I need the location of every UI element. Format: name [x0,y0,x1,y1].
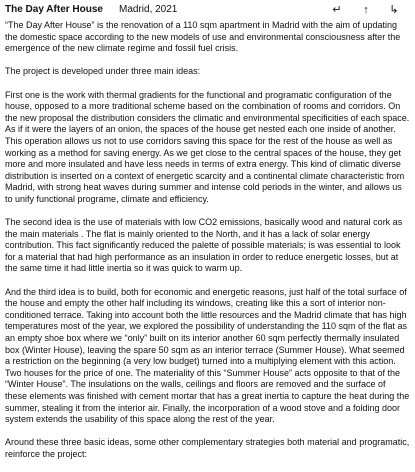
article-body [5,20,410,472]
paragraph-ideas-lead: The project is developed under three main ideas: [5,66,201,77]
paragraph-idea-two: The second idea is the use of materials with low CO2 emissions, basically wood and natural cork as the main materials . The flat is mainly oriented to the North, and it has a lack of solar energy contribution. This fact significantly reduced the palette of possible materials; is was essential to look for a material that had high performance as an insulation in order to reduce energetic losses, but at the same time it had little inertia so it was quick to warm up. [5,217,403,274]
paragraph-complementary: Around these three basic ideas, some other complementary strategies both material and programatic, reinforce the project: [5,437,410,459]
arrow-up-icon[interactable]: ↑ [363,4,369,16]
page-title: The Day After House [5,4,103,15]
return-icon[interactable]: ↵ [332,4,342,16]
location-year: Madrid, 2021 [119,4,178,15]
arrow-down-icon[interactable]: ↳ [389,4,399,16]
paragraph-idea-one: First one is the work with thermal gradients for the functional and programatic configuration of the house, opposed to a more traditional scheme based on the combination of rooms and corridors. On the new proposal the distribution considers the climatic and environmental specificities of each space. As if it were the layers of an onion, the spaces of the house get nested each one inside of another. This operation allows us not to use corridors saving this space for the rest of the house as well as working as a method for saving energy. As we get close to the central spaces of the house, they get more and more insulated and have less needs in terms of extra energy. This kind of climatic diverse distribution is inserted on a context of energetic scarcity and a continental climate characteristic from Madrid, with strong heat waves during summer and intense cold periods in the winter, and allows us to unify functional programe, climate and efficiency. [5,89,410,204]
paragraph-idea-three: And the third idea is to build, both for economic and energetic reasons, just half of the total surface of the house and empty the other half including its windows, creating like this a sort of interior non-conditioned terrace. Taking into account both the little resources and the Madrid climate that has high temperatures most of the year, we explored the possibility of understanding the 110 sqm of the flat as an empty shoe box where we “only” built on its interior another 60 sqm perfectly thermally insulated box (Winter House), leaving the spare 50 sqm as an interior terrace (Summer House). What seemed a restriction on the beginning (a very low budget) turned into a multiplying element with this action. Two houses for the price of one. The materiality of this “Summer House” acts opposite to that of the “Winter House”. The insulations on the walls, ceilings and floors are removed and the surface of these elements was finished with cement mortar that has a great inertia to capture the heat during the summer, stealing it from the interior air. Finally, the incorporation of a wood stove and a folding door system extends the usability of this space along the rest of the year. [5,286,410,425]
paragraph-intro: “The Day After House” is the renovation of a 110 sqm apartment in Madrid with the aim of updating the domestic space according to the new models of use and environmental consciousness after the emergence of the new climate regime and fossil fuel crisis. [5,20,401,54]
